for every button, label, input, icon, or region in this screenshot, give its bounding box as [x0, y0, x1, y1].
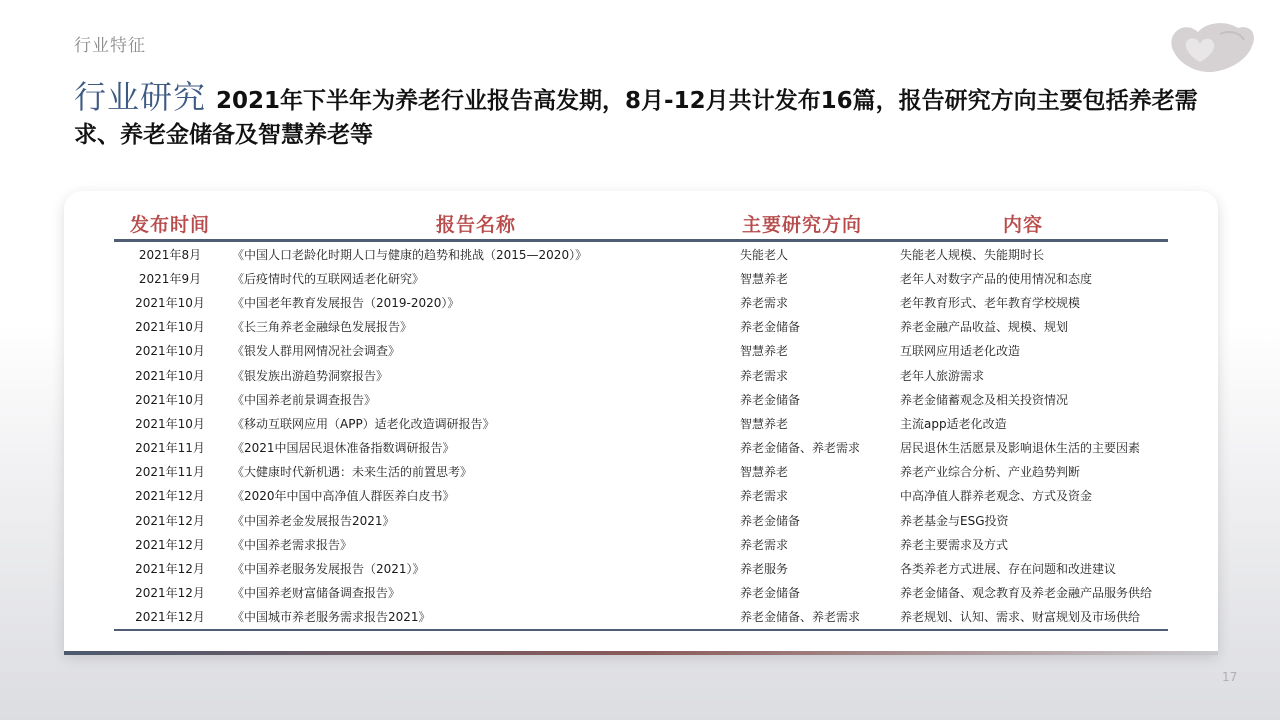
cell-date: 2021年12月 — [135, 586, 205, 601]
cell-content: 养老金融产品收益、规模、规划 — [900, 320, 1069, 335]
cell-name: 《中国养老前景调查报告》 — [232, 392, 377, 407]
cell-direction: 智慧养老 — [740, 271, 789, 286]
header-direction: 主要研究方向 — [726, 207, 878, 241]
cell-date: 2021年12月 — [135, 562, 205, 577]
table-row — [114, 436, 1168, 460]
cell-direction: 养老需求 — [740, 489, 789, 504]
cell-direction: 养老服务 — [740, 562, 789, 577]
table-row — [114, 387, 1168, 411]
cell-date: 2021年10月 — [135, 344, 205, 359]
cell-direction: 养老金储备 — [740, 586, 801, 601]
table-row — [114, 411, 1168, 435]
header-name: 报告名称 — [226, 207, 726, 241]
cell-content: 养老规划、认知、需求、财富规划及市场供给 — [878, 605, 1168, 630]
table-row — [114, 339, 1168, 363]
cell-content: 居民退休生活愿景及影响退休生活的主要因素 — [900, 441, 1141, 456]
headline-text: 2021年下半年为养老行业报告高发期，8月-12月共计发布16篇，报告研究方向主要包括养老需求、养老金储备及智慧养老等 — [74, 88, 1198, 148]
cell-date: 2021年10月 — [135, 320, 205, 335]
cell-name: 《移动互联网应用（APP）适老化改造调研报告》 — [232, 416, 495, 431]
cell-direction: 失能老人 — [740, 247, 789, 262]
table-row — [114, 484, 1168, 508]
cell-name: 《2021中国居民退休准备指数调研报告》 — [232, 441, 455, 456]
cell-direction: 养老金储备 — [740, 513, 801, 528]
cell-content: 养老主要需求及方式 — [900, 537, 1009, 552]
cell-name: 《银发族出游趋势洞察报告》 — [232, 368, 389, 383]
cell-name: 《银发人群用网情况社会调查》 — [232, 344, 401, 359]
cell-content: 失能老人规模、失能期时长 — [900, 247, 1045, 262]
cell-content: 各类养老方式进展、存在问题和改进建议 — [900, 562, 1117, 577]
table-header-row — [114, 207, 1168, 241]
cell-content: 养老金储蓄观念及相关投资情况 — [900, 392, 1069, 407]
report-table — [114, 207, 1168, 631]
cell-content: 老年人旅游需求 — [900, 368, 985, 383]
cell-name: 《中国养老需求报告》 — [232, 537, 353, 552]
header-content: 内容 — [878, 207, 1168, 241]
table-row — [114, 581, 1168, 605]
table-row — [114, 315, 1168, 339]
cell-content: 养老产业综合分析、产业趋势判断 — [900, 465, 1081, 480]
cell-name: 《中国养老服务发展报告（2021）》 — [232, 562, 425, 577]
cell-date: 2021年11月 — [135, 441, 205, 456]
cell-direction: 养老金储备、养老需求 — [740, 441, 861, 456]
cell-direction: 智慧养老 — [740, 416, 789, 431]
section-label: 行业特征 — [74, 36, 146, 56]
report-table-card — [64, 191, 1218, 653]
cell-direction: 养老金储备 — [740, 320, 801, 335]
table-row — [114, 266, 1168, 290]
table-row — [114, 556, 1168, 580]
cell-name: 《长三角养老金融绿色发展报告》 — [232, 320, 413, 335]
cell-name: 《2020年中国中高净值人群医养白皮书》 — [232, 489, 455, 504]
cell-direction: 养老金储备、养老需求 — [726, 605, 878, 630]
cell-direction: 智慧养老 — [740, 344, 789, 359]
table-row — [114, 605, 1168, 630]
table-row — [114, 532, 1168, 556]
cell-date: 2021年12月 — [135, 513, 205, 528]
cell-content: 养老金储备、观念教育及养老金融产品服务供给 — [900, 586, 1153, 601]
cell-date: 2021年10月 — [135, 416, 205, 431]
cell-content: 主流app适老化改造 — [900, 416, 1007, 431]
cell-date: 2021年12月 — [135, 489, 205, 504]
cell-date: 2021年8月 — [138, 247, 202, 262]
cell-date: 2021年12月 — [114, 605, 226, 630]
cell-direction: 养老需求 — [740, 368, 789, 383]
cell-direction: 养老需求 — [740, 537, 789, 552]
cell-name: 《中国人口老龄化时期人口与健康的趋势和挑战（2015—2020）》 — [232, 247, 588, 262]
headline-keyword: 行业研究 — [74, 78, 207, 116]
cell-name: 《大健康时代新机遇：未来生活的前置思考》 — [232, 465, 473, 480]
page-number: 17 — [1222, 670, 1238, 684]
header-date: 发布时间 — [114, 207, 226, 241]
cell-date: 2021年12月 — [135, 537, 205, 552]
cell-content: 老年人对数字产品的使用情况和态度 — [900, 271, 1093, 286]
cell-content: 中高净值人群养老观念、方式及资金 — [900, 489, 1093, 504]
cell-date: 2021年10月 — [135, 392, 205, 407]
cell-date: 2021年9月 — [138, 271, 202, 286]
cell-content: 老年教育形式、老年教育学校规模 — [900, 295, 1081, 310]
headline — [74, 80, 1224, 152]
cell-name: 《中国老年教育发展报告（2019-2020）》 — [232, 295, 460, 310]
card-bottom-bar — [64, 651, 1218, 655]
cell-direction: 智慧养老 — [740, 465, 789, 480]
cell-direction: 养老金储备 — [740, 392, 801, 407]
cell-name: 《中国养老财富储备调查报告》 — [232, 586, 401, 601]
cell-date: 2021年11月 — [135, 465, 205, 480]
cell-name: 《中国养老金发展报告2021》 — [232, 513, 395, 528]
cell-direction: 养老需求 — [740, 295, 789, 310]
table-row — [114, 290, 1168, 314]
cell-name: 《中国城市养老服务需求报告2021》 — [226, 605, 726, 630]
table-row — [114, 460, 1168, 484]
table-row — [114, 363, 1168, 387]
table-row — [114, 508, 1168, 532]
brand-logo-icon — [1166, 16, 1258, 74]
table-row — [114, 241, 1168, 267]
cell-date: 2021年10月 — [135, 295, 205, 310]
cell-date: 2021年10月 — [135, 368, 205, 383]
cell-content: 互联网应用适老化改造 — [900, 344, 1021, 359]
cell-content: 养老基金与ESG投资 — [900, 513, 1009, 528]
cell-name: 《后疫情时代的互联网适老化研究》 — [232, 271, 425, 286]
